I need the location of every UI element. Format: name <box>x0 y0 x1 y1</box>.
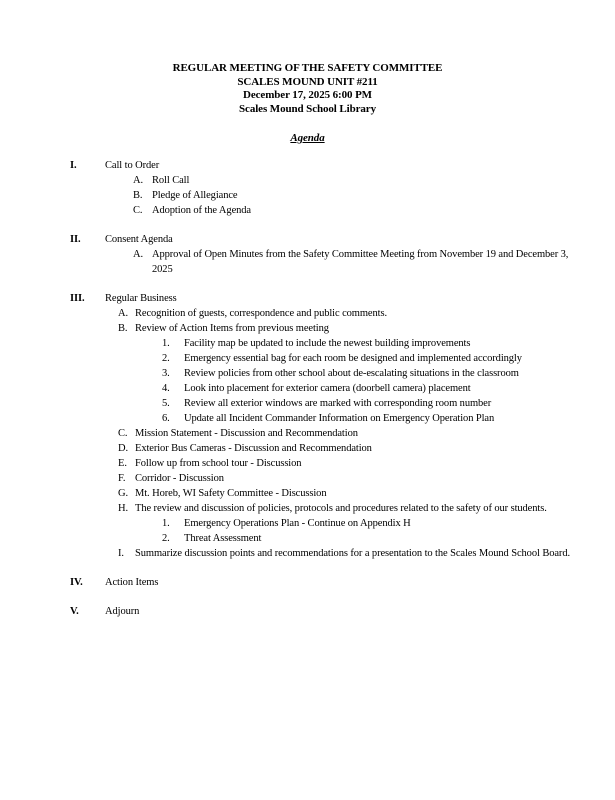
doc-title-text: Agenda <box>290 132 325 144</box>
agenda-item-label: B. <box>118 323 128 334</box>
agenda-section-heading <box>0 158 615 173</box>
agenda-item <box>0 471 615 486</box>
agenda-item-text: Review all exterior windows are marked with corresponding room number <box>184 398 492 409</box>
agenda-item-label: III. <box>70 293 85 304</box>
agenda-item-text: Emergency Operations Plan - Continue on Appendix H <box>184 518 411 529</box>
agenda-item-text: Consent Agenda <box>105 234 173 245</box>
agenda-item-text: Roll Call <box>152 175 190 186</box>
agenda-item-text: Update all Incident Commander Information on Emergency Operation Plan <box>184 413 495 424</box>
agenda-item <box>0 501 615 516</box>
agenda-item-text: Mt. Horeb, WI Safety Committee - Discussion <box>135 488 327 499</box>
agenda-subitem <box>0 411 615 426</box>
agenda-item-label: D. <box>118 443 129 454</box>
agenda-section-heading <box>0 604 615 619</box>
agenda-outline <box>0 158 615 619</box>
agenda-subitem <box>0 351 615 366</box>
agenda-item-label: A. <box>133 175 144 186</box>
agenda-item <box>0 426 615 441</box>
agenda-item <box>0 247 615 277</box>
agenda-item-label: G. <box>118 488 129 499</box>
agenda-item-label: 1. <box>162 338 170 349</box>
agenda-item-text: Recognition of guests, correspondence and public comments. <box>135 308 387 319</box>
agenda-section-heading <box>0 232 615 247</box>
agenda-item-text: Summarize discussion points and recommendations for a presentation to the Scales Mound School Board. <box>135 548 570 559</box>
agenda-item-label: C. <box>118 428 128 439</box>
agenda-subitem <box>0 396 615 411</box>
agenda-item <box>0 306 615 321</box>
agenda-item-label: 5. <box>162 398 170 409</box>
agenda-section-heading <box>0 575 615 590</box>
meeting-location: Scales Mound School Library <box>239 102 376 115</box>
agenda-item-label: B. <box>133 190 143 201</box>
agenda-item-label: 2. <box>162 533 170 544</box>
agenda-item <box>0 546 615 561</box>
agenda-item-text: Mission Statement - Discussion and Recommendation <box>135 428 358 439</box>
agenda-item-text: Corridor - Discussion <box>135 473 224 484</box>
meeting-title: REGULAR MEETING OF THE SAFETY COMMITTEE <box>172 62 443 74</box>
agenda-item-label: E. <box>118 458 127 469</box>
agenda-item-label: C. <box>133 205 143 216</box>
agenda-item-text: Emergency essential bag for each room be designed and implemented accordingly <box>184 353 522 364</box>
agenda-item-label: I. <box>70 160 77 171</box>
doc-title <box>0 132 615 144</box>
agenda-item-text: The review and discussion of policies, protocols and procedures related to the safety of our students. <box>135 503 547 514</box>
agenda-item-text: Action Items <box>105 577 159 588</box>
agenda-item <box>0 456 615 471</box>
agenda-item-label: V. <box>70 606 79 617</box>
agenda-item-text: Look into placement for exterior camera (doorbell camera) placement <box>184 383 471 394</box>
agenda-item-text: Review policies from other school about de-escalating situations in the classroom <box>184 368 519 379</box>
agenda-item-text: Pledge of Allegiance <box>152 190 238 201</box>
agenda-section <box>0 291 615 561</box>
agenda-item-label: 3. <box>162 368 170 379</box>
meeting-datetime: December 17, 2025 6:00 PM <box>243 89 372 101</box>
agenda-item <box>0 321 615 336</box>
agenda-subitem <box>0 336 615 351</box>
agenda-item-text: Exterior Bus Cameras - Discussion and Recommendation <box>135 443 372 454</box>
agenda-item-label: 1. <box>162 518 170 529</box>
agenda-item-text: Follow up from school tour - Discussion <box>135 458 302 469</box>
agenda-subitem <box>0 381 615 396</box>
agenda-item-label: A. <box>133 249 144 260</box>
agenda-item-label: H. <box>118 503 129 514</box>
agenda-item-label: IV. <box>70 577 83 588</box>
agenda-item-text: Review of Action Items from previous meeting <box>135 323 329 334</box>
agenda-item-label: 6. <box>162 413 170 424</box>
agenda-subitem <box>0 531 615 546</box>
agenda-item <box>0 486 615 501</box>
agenda-item-text: Adoption of the Agenda <box>152 205 251 216</box>
agenda-item-text: Adjourn <box>105 606 140 617</box>
agenda-section <box>0 604 615 619</box>
agenda-item-text: Call to Order <box>105 160 160 171</box>
agenda-item-text: Regular Business <box>105 293 177 304</box>
agenda-section <box>0 232 615 277</box>
agenda-subitem <box>0 516 615 531</box>
agenda-subitem <box>0 366 615 381</box>
agenda-item-label: II. <box>70 234 81 245</box>
agenda-item <box>0 203 615 218</box>
agenda-item-label: 4. <box>162 383 170 394</box>
document-header <box>0 62 615 116</box>
agenda-section <box>0 575 615 590</box>
agenda-item-label: I. <box>118 548 124 559</box>
agenda-section-heading <box>0 291 615 306</box>
agenda-section <box>0 158 615 218</box>
agenda-item-text: Facility map be updated to include the newest building improvements <box>184 338 471 349</box>
agenda-item-label: A. <box>118 308 129 319</box>
agenda-item <box>0 173 615 188</box>
agenda-item-label: 2. <box>162 353 170 364</box>
agenda-item-text: Approval of Open Minutes from the Safety Committee Meeting from November 19 and December 3, 2025 <box>152 249 569 275</box>
agenda-item <box>0 441 615 456</box>
agenda-item <box>0 188 615 203</box>
agenda-item-label: F. <box>118 473 126 484</box>
district-name: SCALES MOUND UNIT #211 <box>237 75 378 88</box>
agenda-item-text: Threat Assessment <box>184 533 262 544</box>
